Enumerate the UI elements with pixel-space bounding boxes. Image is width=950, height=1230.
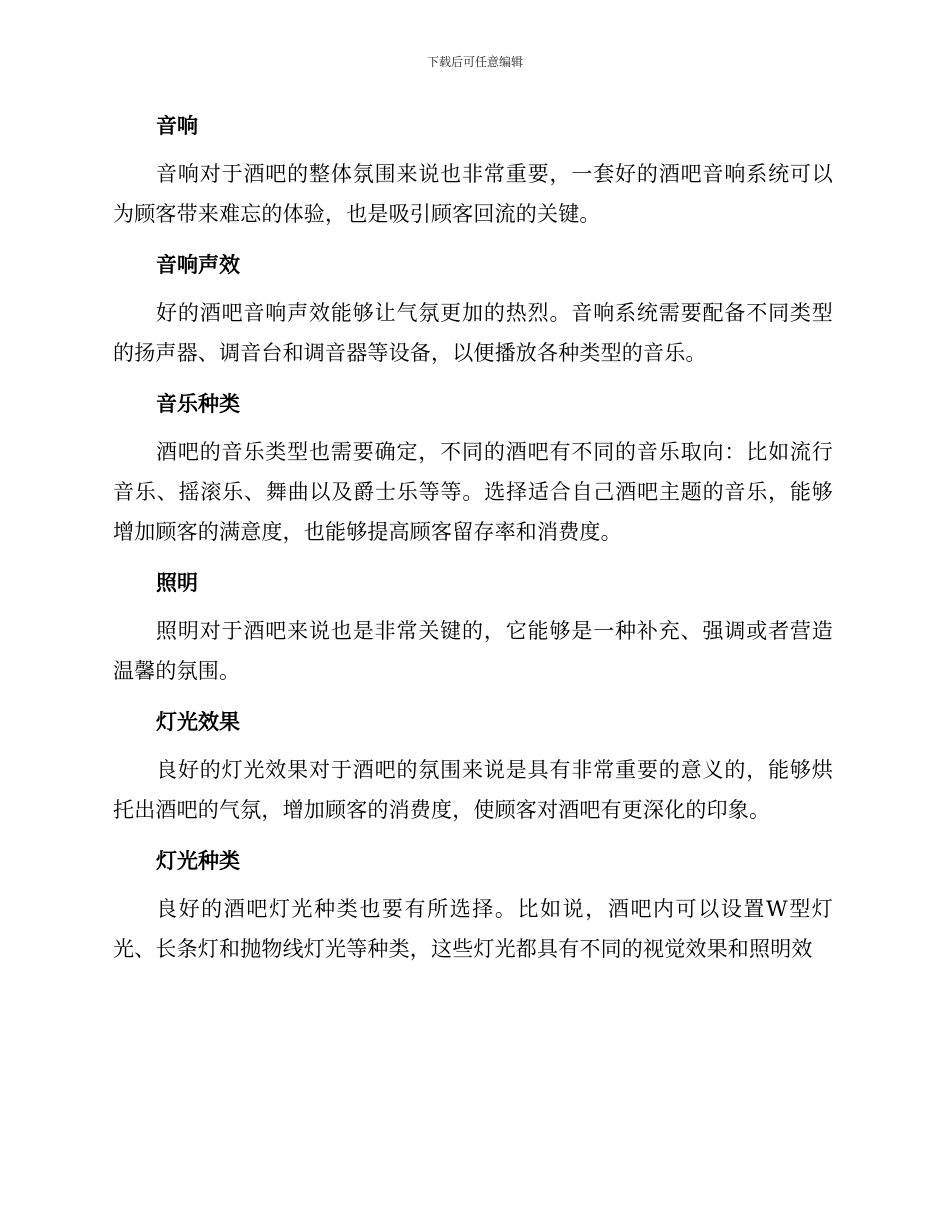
document-body [113, 106, 833, 980]
section-lighting [113, 563, 833, 691]
section-audio [113, 106, 833, 234]
section-light-types [113, 841, 833, 969]
section-heading: 音响声效 [156, 252, 240, 277]
section-paragraph: 音响对于酒吧的整体氛围来说也非常重要，一套好的酒吧音响系统可以为顾客带来难忘的体验，也是吸引顾客回流的关键。 [113, 162, 833, 226]
section-music-types [113, 384, 833, 552]
section-paragraph: 好的酒吧音响声效能够让气氛更加的热烈。音响系统需要配备不同类型的扬声器、调音台和调音器等设备，以便播放各种类型的音乐。 [113, 301, 833, 365]
section-paragraph: 良好的酒吧灯光种类也要有所选择。比如说，酒吧内可以设置W型灯光、长条灯和抛物线灯光等种类，这些灯光都具有不同的视觉效果和照明效 [113, 897, 833, 961]
section-heading: 灯光种类 [156, 848, 240, 873]
section-heading: 照明 [156, 570, 198, 595]
section-paragraph: 酒吧的音乐类型也需要确定，不同的酒吧有不同的音乐取向：比如流行音乐、摇滚乐、舞曲以及爵士乐等等。选择适合自己酒吧主题的音乐，能够增加顾客的满意度，也能够提高顾客留存率和消费度。 [113, 440, 833, 544]
page-header-note: 下载后可任意编辑 [426, 55, 523, 69]
section-heading: 音响 [156, 113, 198, 138]
section-light-effects [113, 702, 833, 830]
section-sound-effects [113, 245, 833, 373]
section-heading: 音乐种类 [156, 391, 240, 416]
section-paragraph: 良好的灯光效果对于酒吧的氛围来说是具有非常重要的意义的，能够烘托出酒吧的气氛，增加顾客的消费度，使顾客对酒吧有更深化的印象。 [113, 758, 833, 822]
section-paragraph: 照明对于酒吧来说也是非常关键的，它能够是一种补充、强调或者营造温馨的氛围。 [113, 619, 833, 683]
section-heading: 灯光效果 [156, 709, 240, 734]
